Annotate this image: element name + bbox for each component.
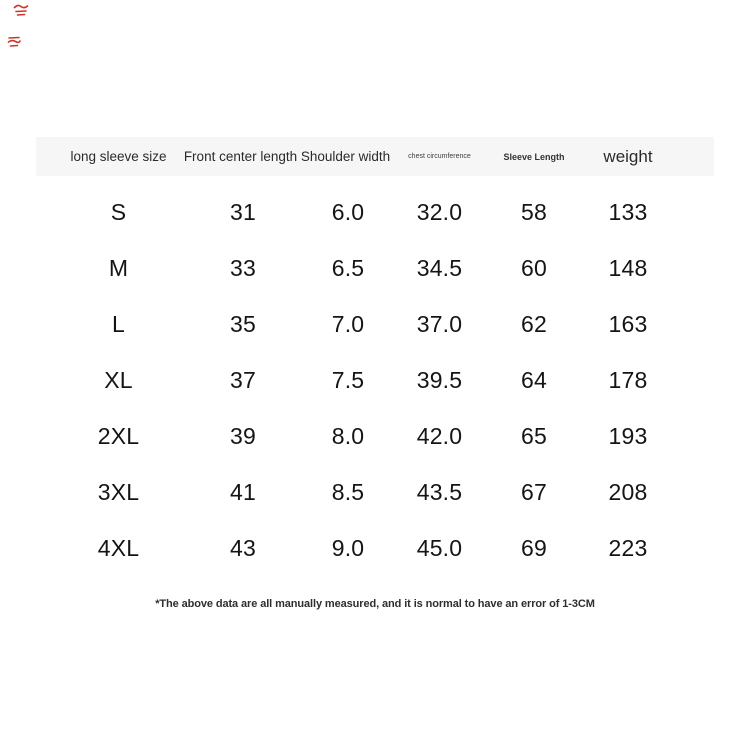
weight-value: 193 <box>608 422 648 449</box>
column-header-weight: weight <box>603 146 653 166</box>
measurement-disclaimer: *The above data are all manually measured, and it is normal to have an error of 1-3CM <box>155 598 595 610</box>
table-row <box>36 352 714 408</box>
size-value: 2XL <box>97 422 140 449</box>
sleeve-length-value: 60 <box>521 254 547 281</box>
table-row <box>36 408 714 464</box>
size-chart-header <box>36 137 714 176</box>
shoulder-width-value: 9.0 <box>331 534 365 561</box>
shoulder-width-value: 7.0 <box>331 310 365 337</box>
weight-value: 208 <box>608 478 648 505</box>
sleeve-length-value: 62 <box>521 310 547 337</box>
chest-circumference-value: 45.0 <box>416 534 463 561</box>
weight-value: 223 <box>608 534 648 561</box>
front-center-length-value: 39 <box>230 422 256 449</box>
table-row <box>36 464 714 520</box>
sleeve-length-value: 58 <box>521 198 547 225</box>
shoulder-width-value: 8.0 <box>331 422 365 449</box>
size-value: S <box>110 198 127 225</box>
sleeve-length-value: 69 <box>521 534 547 561</box>
size-chart <box>36 137 714 576</box>
shoulder-width-value: 6.0 <box>331 198 365 225</box>
size-value: M <box>108 254 129 281</box>
column-header-chest-circumference: chest circumference <box>408 153 471 160</box>
table-row <box>36 296 714 352</box>
shoulder-width-value: 7.5 <box>331 366 365 393</box>
front-center-length-value: 43 <box>230 534 256 561</box>
red-stamp-icon <box>7 35 21 48</box>
chest-circumference-value: 39.5 <box>416 366 463 393</box>
table-body <box>36 184 714 576</box>
table-row <box>36 240 714 296</box>
table-row <box>36 184 714 240</box>
size-value: 4XL <box>97 534 140 561</box>
front-center-length-value: 37 <box>230 366 256 393</box>
chest-circumference-value: 37.0 <box>416 310 463 337</box>
weight-value: 133 <box>608 198 648 225</box>
weight-value: 178 <box>608 366 648 393</box>
front-center-length-value: 33 <box>230 254 256 281</box>
size-value: L <box>112 310 125 337</box>
weight-value: 148 <box>608 254 648 281</box>
front-center-length-value: 35 <box>230 310 256 337</box>
red-stamp-icon <box>13 3 29 17</box>
column-header-front-center-length-shoulder-width: Front center length Shoulder width <box>183 149 391 164</box>
weight-value: 163 <box>608 310 648 337</box>
chest-circumference-value: 34.5 <box>416 254 463 281</box>
chest-circumference-value: 43.5 <box>416 478 463 505</box>
sleeve-length-value: 67 <box>521 478 547 505</box>
table-row <box>36 520 714 576</box>
column-header-size: long sleeve size <box>70 149 167 164</box>
size-value: 3XL <box>97 478 140 505</box>
sleeve-length-value: 65 <box>521 422 547 449</box>
front-center-length-value: 31 <box>230 198 256 225</box>
chest-circumference-value: 42.0 <box>416 422 463 449</box>
shoulder-width-value: 8.5 <box>331 478 365 505</box>
chest-circumference-value: 32.0 <box>416 198 463 225</box>
size-value: XL <box>104 366 133 393</box>
column-header-sleeve-length: Sleeve Length <box>503 151 565 162</box>
front-center-length-value: 41 <box>230 478 256 505</box>
sleeve-length-value: 64 <box>521 366 547 393</box>
shoulder-width-value: 6.5 <box>331 254 365 281</box>
